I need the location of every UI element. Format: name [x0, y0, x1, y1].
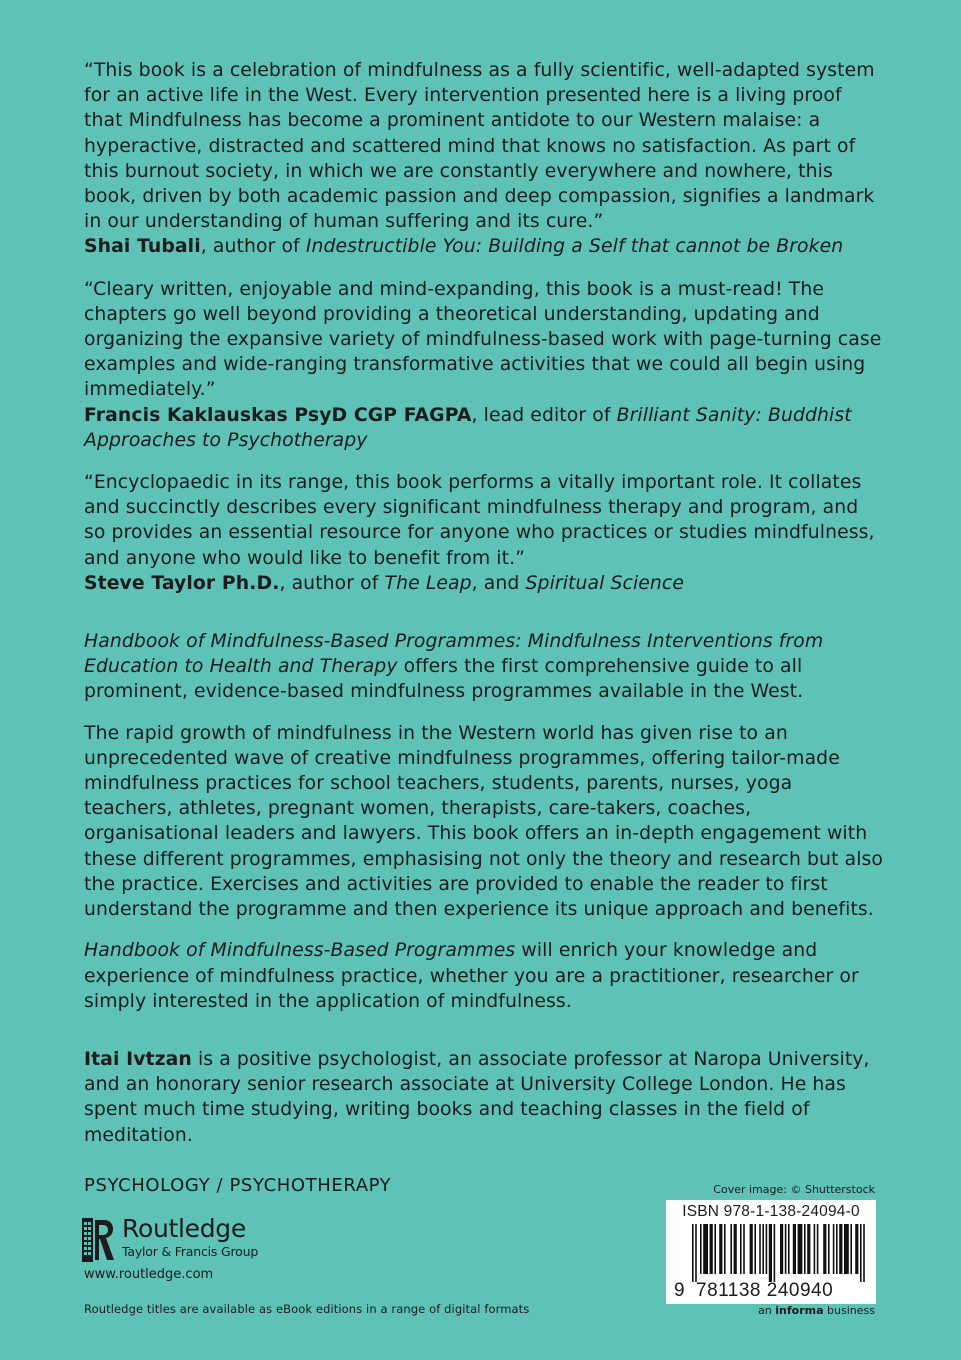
barcode-bar [804, 1224, 806, 1274]
barcode-bar [740, 1224, 742, 1274]
review-2-quote: “Cleary written, enjoyable and mind-expanding, this book is a must-read! The chapters go well beyond providing a theoretical understanding, updating and organizing the expansive variety of mindfulness-based work with page-turning case examples and wide-ranging transformative activities that we could all begin using immediately.” [84, 278, 882, 401]
barcode-bar [734, 1224, 737, 1274]
reviewer-role: , author of [279, 572, 385, 594]
reviewer-name: Steve Taylor Ph.D. [84, 572, 280, 594]
barcode-bar [793, 1224, 796, 1274]
barcode-bar [828, 1224, 830, 1274]
barcode-bar [700, 1224, 702, 1274]
barcode-bar [860, 1224, 862, 1282]
reviewer-work: Indestructible You: Building a Self that cannot be Broken [305, 236, 844, 258]
isbn-label: ISBN 978-1-138-24094-0 [682, 1203, 860, 1220]
review-1 [84, 58, 884, 260]
author-name: Itai Ivtzan [84, 1048, 192, 1070]
barcode-bar [839, 1224, 842, 1274]
reviewer-work: The Leap [384, 572, 472, 594]
barcode-bar [855, 1224, 858, 1274]
barcode-bar [730, 1224, 732, 1274]
review-3-attribution [84, 571, 884, 596]
review-3 [84, 470, 884, 596]
barcode-bar [780, 1224, 783, 1274]
subject-category: PSYCHOLOGY / PSYCHOTHERAPY [84, 1175, 392, 1196]
barcode-bar [814, 1224, 816, 1274]
barcode-bar [817, 1224, 819, 1274]
barcode-bar [774, 1224, 776, 1282]
publisher-logo [82, 1214, 282, 1264]
barcode-number: 781138 240940 [696, 1280, 834, 1301]
author-description: is a positive psychologist, an associate professor at Naropa University, and an honorary senior research associate at University College London. He has spent much time studying, writing books and teaching classes in the field of meditation. [84, 1048, 870, 1146]
reviewer-name: Shai Tubali [84, 236, 201, 258]
cover-credit: Cover image: © Shutterstock [713, 1183, 875, 1196]
book-title: Handbook of Mindfulness-Based Programmes [84, 940, 516, 962]
barcode-bar [703, 1224, 708, 1274]
barcode-bar [766, 1224, 768, 1274]
ebook-note: Routledge titles are available as eBook editions in a range of digital formats [84, 1302, 530, 1316]
review-1-quote: “This book is a celebration of mindfulness as a fully scientific, well-adapted system for an active life in the West. Every intervention presented here is a living proof that Mindfulness has become a prominent antidote to our Western malaise: a hyperactive, distracted and scattered mind that knows no satisfaction. As part of this burnout society, in which we are constantly everywhere and nowhere, this book, driven by both academic passion and deep compassion, signifies a landmark in our understanding of human suffering and its cure.” [84, 60, 875, 233]
barcode-bars [666, 1224, 876, 1282]
author-bio-text [84, 1047, 884, 1148]
barcode-bar [714, 1224, 716, 1274]
reviewer-role: , lead editor of [471, 404, 617, 426]
barcode-bar [850, 1224, 852, 1274]
reviewer-work: Spiritual Science [525, 572, 685, 594]
publisher-name: Routledge [122, 1214, 246, 1243]
review-2 [84, 277, 884, 453]
barcode-bar [807, 1224, 810, 1274]
reviewer-work: Brilliant Sanity: Buddhist Approaches to Psychotherapy [84, 404, 852, 451]
book-title: Handbook of Mindfulness-Based Programmes: Mindfulness Interventions from Education to Health and Therapy [84, 631, 824, 678]
barcode-bar [798, 1224, 803, 1274]
description [84, 629, 884, 1014]
barcode-bar [788, 1224, 790, 1274]
description-paragraph-1 [84, 629, 884, 705]
barcode-bar [769, 1224, 772, 1282]
barcode-bar [743, 1224, 745, 1274]
barcode-bar [836, 1224, 838, 1274]
description-text: offers the first comprehensive guide to all prominent, evidence-based mindfulness programmes available in the West. [84, 656, 804, 703]
description-paragraph-2: The rapid growth of mindfulness in the Western world has given rise to an unprecedented wave of creative mindfulness programmes, offering tailor-made mindfulness practices for school teachers, students, parents, nurses, yoga teachers, athletes, pregnant women, therapists, care-takers, coaches, organisational leaders and lawyers. This book offers an in-depth engagement with these different programmes, emphasising not only the theory and research but also the practice. Exercises and activities are provided to enable the reader to first understand the programme and then experience its unique approach and benefits. [84, 722, 884, 921]
barcode-first-digit: 9 [674, 1280, 686, 1301]
publisher-website: www.routledge.com [84, 1267, 214, 1282]
barcode-bar [823, 1224, 826, 1274]
back-cover-content [84, 58, 884, 1148]
informa-tagline: an informa business [758, 1304, 875, 1317]
description-paragraph-3 [84, 938, 884, 1014]
barcode-bar [695, 1224, 697, 1282]
reviewer-role: , author of [200, 236, 306, 258]
barcode-bar [719, 1224, 722, 1274]
barcode-bar [710, 1224, 713, 1274]
reviewer-sep: , and [471, 572, 526, 594]
barcode-bar [759, 1224, 761, 1274]
barcode-bar [750, 1224, 753, 1274]
barcode-bar [863, 1224, 865, 1282]
barcode-bar [754, 1224, 756, 1274]
review-2-attribution [84, 403, 884, 453]
barcode-bar [844, 1224, 849, 1274]
barcode-bar [833, 1224, 835, 1274]
barcode-bar [692, 1224, 694, 1282]
review-1-attribution [84, 234, 884, 259]
barcode [666, 1200, 876, 1304]
routledge-logo-icon [82, 1218, 114, 1262]
review-3-quote: “Encyclopaedic in its range, this book performs a vitally important role. It collates and succinctly describes every significant mindfulness therapy and program, and so provides an essential resource for anyone who practices or studies mindfulness, and anyone who would like to benefit from it.” [84, 472, 875, 569]
barcode-bar [785, 1224, 787, 1274]
barcode-bar [724, 1224, 726, 1274]
author-bio [84, 1047, 884, 1148]
reviewer-name: Francis Kaklauskas PsyD CGP FAGPA [84, 404, 472, 426]
publisher-group: Taylor & Francis Group [122, 1244, 259, 1259]
description-text: will enrich your knowledge and experience of mindfulness practice, whether you are a practitioner, researcher or simply interested in the application of mindfulness. [84, 940, 859, 1012]
barcode-bar [762, 1224, 764, 1274]
